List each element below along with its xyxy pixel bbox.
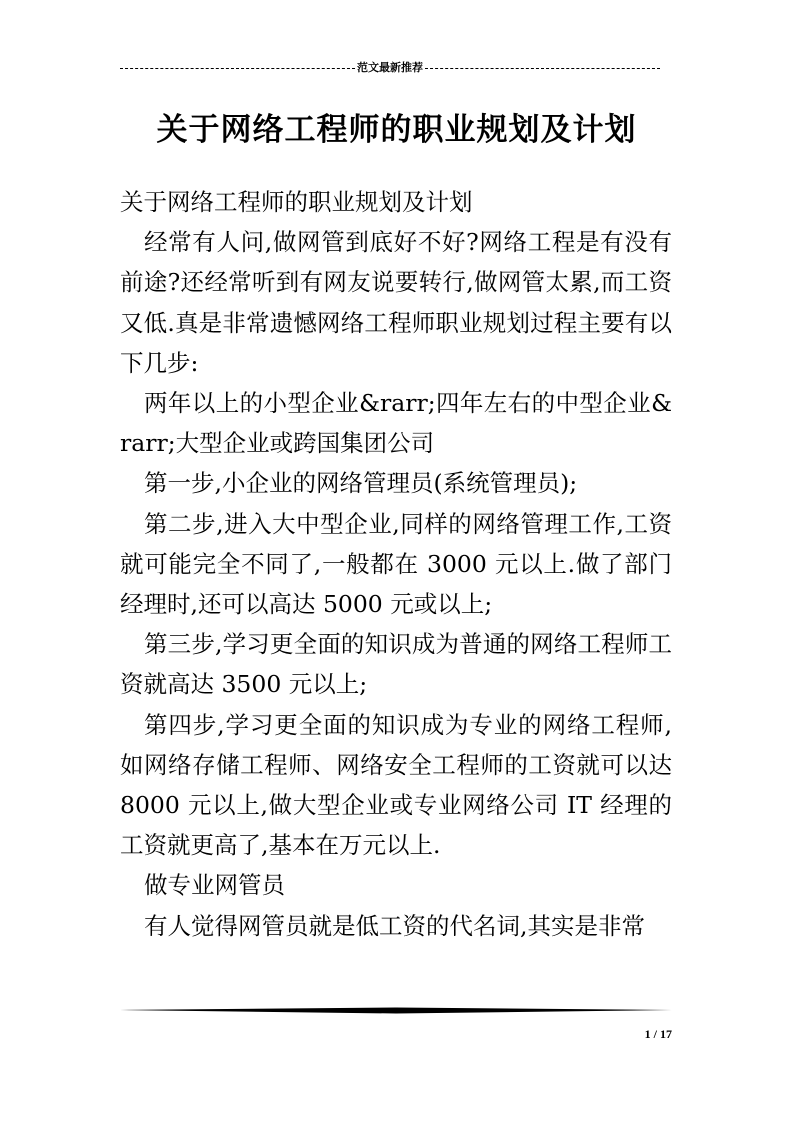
body-paragraph: 有人觉得网管员就是低工资的代名词,其实是非常 <box>144 911 645 940</box>
body-paragraph: 经常有人问,做网管到底好不好?网络工程是有没有前途?还经常听到有网友说要转行,做网管太累,而工资又低.真是非常遗憾网络工程师职业规划过程主要有以下几步: <box>120 228 672 377</box>
body-paragraph: 做专业网管员 <box>144 871 285 900</box>
document-title: 关于网络工程师的职业规划及计划 <box>156 112 637 148</box>
header-dash-right <box>425 68 660 69</box>
page-number: 1 / 17 <box>644 1027 672 1041</box>
body-paragraph-subtitle: 关于网络工程师的职业规划及计划 <box>120 188 473 216</box>
body-paragraph: 第一步,小企业的网络管理员(系统管理员); <box>144 469 578 498</box>
header-label: 范文最新推荐 <box>357 61 423 74</box>
document-body <box>120 182 672 946</box>
footer-divider <box>120 1006 672 1018</box>
body-paragraph: 两年以上的小型企业&rarr;四年左右的中型企业&rarr;大型企业或跨国集团公司 <box>120 389 672 458</box>
footer-divider-line <box>120 1006 672 1018</box>
body-paragraph: 第二步,进入大中型企业,同样的网络管理工作,工资就可能完全不同了,一般都在 3000 元以上.做了部门经理时,还可以高达 5000 元或以上; <box>120 509 672 619</box>
header-divider <box>120 62 660 74</box>
body-paragraph: 第三步,学习更全面的知识成为普通的网络工程师工资就高达 3500 元以上; <box>120 630 672 699</box>
header-dash-left <box>120 68 355 69</box>
body-paragraph: 第四步,学习更全面的知识成为专业的网络工程师,如网络存储工程师、网络安全工程师的工资就可以达 8000 元以上,做大型企业或专业网络公司 IT 经理的工资就更高了,基本在万元以上. <box>120 710 672 860</box>
